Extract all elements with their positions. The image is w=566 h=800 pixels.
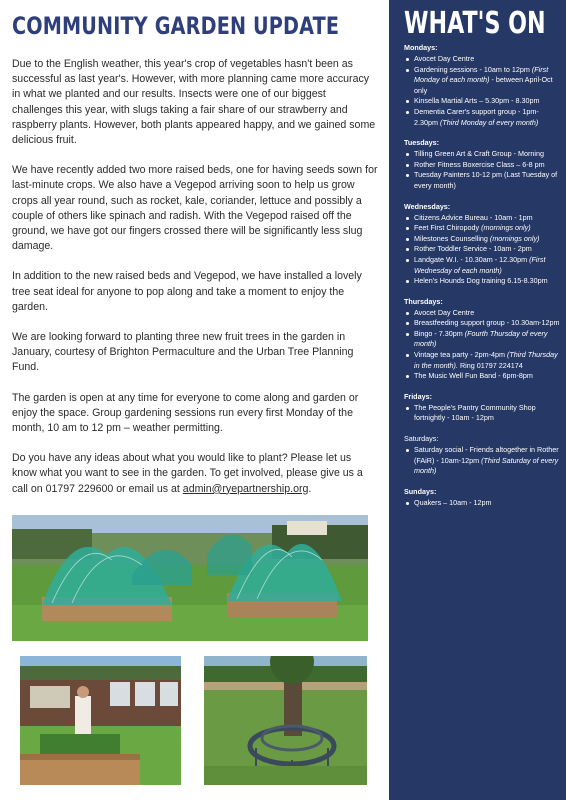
- event-list: [404, 403, 562, 424]
- day-section: [404, 202, 562, 287]
- event-text: Tuesday Painters 10-12 pm (Last Tuesday of every month): [414, 170, 558, 190]
- event-text: Dementia Carer's support group - 1pm-2.30pm: [414, 106, 539, 127]
- event-tail: Ring 01797 224174: [457, 360, 523, 370]
- event-item: [404, 107, 562, 128]
- event-note: (Fourth Thursday of every month): [414, 328, 548, 349]
- day-section: [404, 43, 562, 128]
- event-item: [404, 255, 562, 276]
- tree-seat-photo: [204, 656, 367, 785]
- event-note: (Third Monday of every month): [439, 117, 539, 127]
- event-tail: - between April-Oct only: [414, 75, 553, 95]
- event-text: Rother Fitness Boxercise Class – 6-8 pm: [414, 159, 545, 169]
- event-item: [404, 160, 562, 171]
- event-item: [404, 96, 562, 107]
- event-list: [404, 149, 562, 191]
- event-item: [404, 371, 562, 382]
- email-link[interactable]: admin@ryepartnership.org: [182, 482, 309, 495]
- day-heading: Fridays:: [404, 391, 432, 401]
- event-item: [404, 234, 562, 245]
- event-text: Tilling Green Art & Craft Group - Morning: [414, 149, 544, 159]
- event-text: The People's Pantry Community Shop fortnightly - 10am - 12pm: [414, 402, 536, 423]
- day-heading: Mondays:: [404, 43, 438, 52]
- event-text: Feet First Chiropody: [414, 223, 482, 233]
- event-note: (mornings only): [489, 233, 540, 243]
- day-heading: Tuesdays:: [404, 138, 440, 148]
- event-item: [404, 54, 562, 65]
- event-item: [404, 170, 562, 191]
- event-text: Landgate W.I. - 10.30am - 12.30pm: [414, 254, 530, 264]
- event-text: Kinsella Martial Arts – 5.30pm - 8.30pm: [414, 96, 540, 106]
- day-section: [404, 138, 562, 191]
- paragraph-tree-seat: In addition to the new raised beds and Vegepod, we have installed a lovely tree seat ideal for anyone to pop along and take a moment to enjoy the garden.: [12, 270, 362, 313]
- event-item: [404, 445, 562, 477]
- article-body: [12, 57, 378, 512]
- event-note: (mornings only): [481, 223, 531, 233]
- event-list: [404, 498, 562, 509]
- event-item: [404, 498, 562, 509]
- event-list: [404, 445, 562, 477]
- sidebar-title: WHAT'S ON: [404, 6, 546, 41]
- event-item: [404, 308, 562, 319]
- raised-beds-photo: [12, 515, 368, 641]
- contact-text: Do you have any ideas about what you would like to plant? Please let us know what you want to see in the garden. To get involved, please give us a call on 01797 229600 or email us at: [12, 452, 363, 495]
- event-list: [404, 308, 562, 382]
- gardener-photo: [20, 656, 181, 785]
- paragraph-opening: The garden is open at any time for everyone to come along and garden or enjoy the space. Group gardening sessions run every first Monday of the month, 10 am to 12 pm – weather permitting.: [12, 391, 359, 435]
- day-section: [404, 297, 562, 382]
- event-text: Rother Toddler Service - 10am - 2pm: [414, 244, 532, 254]
- event-text: Milestones Counselling: [414, 233, 490, 243]
- event-item: [404, 149, 562, 160]
- event-list: [404, 213, 562, 287]
- event-text: The Music Well Fun Band - 6pm-8pm: [414, 371, 533, 381]
- event-item: [404, 350, 562, 371]
- event-note: (Third Saturday of every month): [414, 455, 559, 476]
- day-heading: Wednesdays:: [404, 201, 451, 211]
- contact-suffix: .: [308, 482, 312, 495]
- event-item: [404, 65, 562, 97]
- event-item: [404, 403, 562, 424]
- paragraph-fruit-trees: We are looking forward to planting three new fruit trees in the garden in January, courtesy of Brighton Permaculture and the Urban Tree Planning Fund.: [12, 331, 354, 374]
- event-text: Saturday social - Friends altogether in Rother (FAiR) - 10am-12pm: [414, 445, 559, 465]
- day-section: [404, 392, 562, 424]
- paragraph-contact: [12, 451, 378, 497]
- event-text: Bingo - 7.30pm: [414, 328, 465, 338]
- event-text: Vintage tea party - 2pm-4pm: [414, 350, 507, 360]
- event-item: [404, 276, 562, 287]
- event-list: [404, 54, 562, 128]
- event-item: [404, 223, 562, 234]
- day-section: [404, 434, 562, 477]
- event-text: Quakers – 10am - 12pm: [414, 497, 492, 507]
- day-heading: Sundays:: [404, 486, 437, 496]
- article-title: COMMUNITY GARDEN UPDATE: [12, 12, 340, 40]
- event-item: [404, 213, 562, 224]
- day-heading: Saturdays:: [404, 434, 439, 444]
- paragraph-weather: Due to the English weather, this year's crop of vegetables hasn't been as successful as last year's. However, with more planning came more accuracy in what we planted and our results. Insects were one of our biggest challenges this year, with slugs taking a fair share of our strawberry and raspberry plants. However, both plants appeared happy, and we gained some delicious fruit.: [12, 58, 376, 147]
- event-text: Helen's Hounds Dog training 6.15-8.30pm: [414, 276, 548, 286]
- event-item: [404, 329, 562, 350]
- event-note: (Third Thursday in the month).: [414, 350, 558, 370]
- schedule-list: [404, 43, 562, 518]
- paragraph-raised-beds: We have recently added two more raised beds, one for having seeds sown for last-minute crops. We also have a Vegepod arriving soon to help us grow crops all year round, such as rocket, kale, coriander, lettuce and possibly a couple of others like spinach and radish. With the Vegepod raised off the ground, we have got our fingers crossed there will be significantly less slug damage.: [12, 164, 378, 253]
- event-note: (First Wednesday of each month): [414, 254, 546, 275]
- event-item: [404, 318, 562, 329]
- day-section: [404, 487, 562, 509]
- event-note: (First Monday of each month): [414, 64, 549, 85]
- event-text: Breastfeeding support group - 10.30am-12pm: [414, 318, 560, 328]
- event-text: Gardening sessions - 10am to 12pm: [414, 64, 532, 74]
- whats-on-sidebar: [389, 0, 566, 800]
- event-text: Citizens Advice Bureau - 10am - 1pm: [414, 212, 533, 222]
- day-heading: Thursdays:: [404, 296, 443, 306]
- event-text: Avocet Day Centre: [414, 307, 475, 317]
- event-item: [404, 244, 562, 255]
- event-text: Avocet Day Centre: [414, 54, 475, 63]
